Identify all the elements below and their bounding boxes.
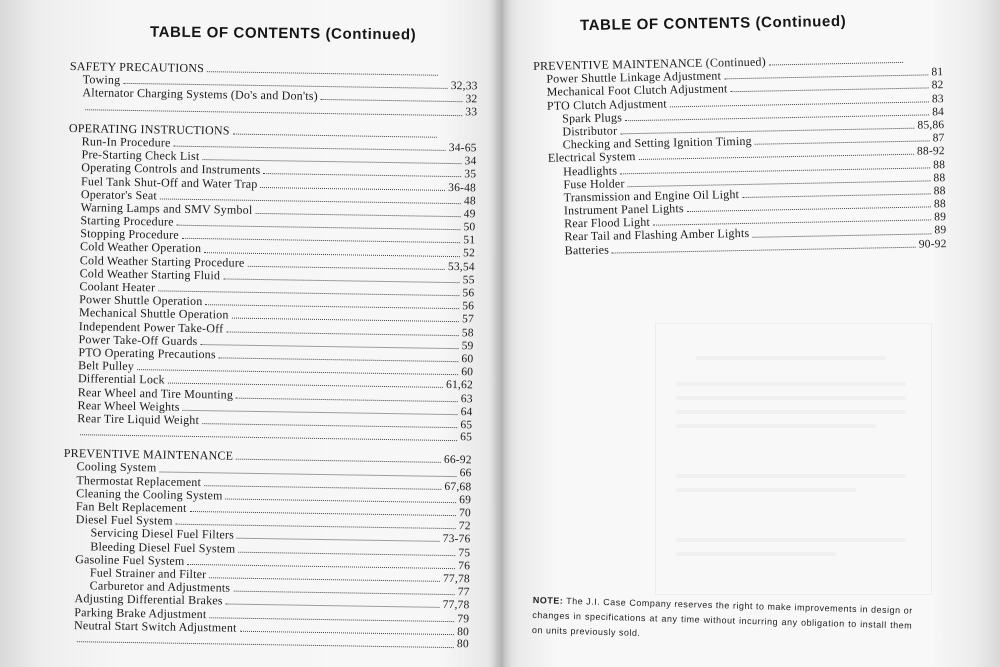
toc-entry-title: Spark Plugs [561,110,623,126]
dot-leader [321,99,463,102]
toc-entry-title: Rear Wheel Weights [77,397,180,414]
page-title: TABLE OF CONTENTS (Continued) [579,12,847,35]
toc-entry-title: Carburetor and Adjustments [89,578,231,595]
toc-entry-title: Adjusting Differential Brakes [74,591,223,608]
dot-leader [260,187,445,191]
note-text: The J.I. Case Company reserves the right to make improvements in design or changes in specifications at any time without incurring any obligation to install them on units previously sold. [531,595,913,639]
toc-entry-page: 66-92 [443,454,472,467]
toc-entry-title: Servicing Diesel Fuel Filters [90,525,235,543]
toc-entry-title: Fuel Strainer and Filter [89,565,207,582]
dot-leader [80,434,457,441]
toc-entry-page: 53,54 [447,260,475,274]
toc-entry-title: Checking and Setting Ignition Timing [562,133,752,152]
toc-entry-page: 65 [460,431,473,444]
toc-entry-title: PREVENTIVE MAINTENANCE (Continued) [532,54,766,73]
toc-entry-page: 66 [459,467,472,480]
toc-entry-title: Headlights [563,162,618,178]
toc-entry-title: OPERATING INSTRUCTIONS [68,120,230,138]
toc-entry-page: 60 [461,366,474,379]
toc-entry-title: Rear Tire Liquid Weight [77,411,200,427]
toc-entry-page: 85,86 [917,119,945,132]
toc-entry-title: Pre-Starting Check List [81,147,200,164]
right-page [505,0,1000,667]
toc-entry-title: Run-In Procedure [81,134,171,150]
toc-entry-title: Batteries [564,242,610,258]
dot-leader [247,266,444,270]
toc-entry-page: 88-92 [916,145,945,158]
dot-leader [263,173,461,177]
toc-entry-page: 32,33 [450,80,478,93]
toc-entry-page: 83 [931,92,944,105]
toc-entry-page: 70 [458,507,472,520]
toc-entry-title: Alternator Charging Systems (Do's and Don'ts) [82,85,318,104]
disclaimer-note [532,593,913,649]
toc-entry-title: Cleaning the Cooling System [76,485,223,503]
dot-leader [85,109,462,116]
toc-entry-title: Fan Belt Replacement [75,499,187,515]
toc-entry-title: Cold Weather Starting Fluid [79,265,221,283]
toc-entry-title: PTO Clutch Adjustment [546,96,667,113]
toc-entry-page: 72 [458,520,471,533]
toc-entry-title: Cold Weather Operation [79,239,202,256]
toc-entry-title: Stopping Procedure [80,226,179,242]
toc-entry-title: Power Take-Off Guards [78,331,198,348]
toc-entry-title: Thermostat Replacement [76,472,202,489]
toc-entry-title: PTO Operating Precautions [78,345,216,362]
dot-leader [237,538,440,542]
toc-entry-page: 89 [934,224,947,237]
toc-entry-page: 81 [931,66,944,79]
toc-entry-page: 73-76 [442,533,471,546]
toc-entry-page: 69 [459,493,472,507]
toc-entry-page: 48 [463,194,476,208]
dot-leader [769,62,903,66]
page-title: TABLE OF CONTENTS (Continued) [149,23,417,44]
toc-entry-page: 36-48 [448,181,477,194]
toc-entry-page: 89 [934,211,947,224]
toc-entry-page: 77 [457,586,470,599]
toc-entry-page: 50 [463,221,476,234]
dot-leader [77,641,454,648]
toc-entry-page: 88 [933,198,946,211]
toc-entry-title: Diesel Fuel System [75,512,173,528]
toc-entry-title: Rear Flood Light [564,215,651,231]
toc-entry-page: 82 [931,79,944,92]
toc-entry-page: 76 [458,559,471,573]
toc-entry-page: 79 [457,612,470,625]
toc-entry-title: Parking Brake Adjustment [74,604,207,621]
toc-entry-page: 34 [464,155,477,168]
toc-entry-title: SAFETY PRECAUTIONS [69,59,205,76]
toc-entry-page: 35 [464,168,477,181]
toc-entry-page: 57 [461,313,475,326]
toc-entry-page: 55 [462,274,475,287]
toc-entry-page: 67,68 [444,480,472,493]
toc-entry-title: Neutral Start Switch Adjustment [74,617,237,635]
toc-entry-title: Electrical System [547,149,636,166]
toc-entry-title: Operating Controls and Instruments [81,160,261,178]
toc-entry-page: 56 [462,300,475,313]
toc-entry-page: 58 [461,326,474,339]
toc-entry-page: 59 [461,339,474,353]
toc-entry-page: 64 [460,405,473,419]
toc-entry-title: Power Shuttle Operation [79,292,203,309]
toc-entry-page: 80 [456,638,469,651]
toc-entry-page: 33 [465,105,478,118]
toc-entry-page: 60 [461,353,474,366]
toc-entry-page: 90-92 [918,237,947,251]
toc-entry-title: Mechanical Foot Clutch Adjustment [546,81,728,100]
toc-entry-page: 77,78 [442,572,470,586]
toc-entry-page: 52 [463,247,476,260]
note-label: NOTE: [532,594,564,606]
toc-entry-page: 65 [460,419,473,432]
toc-entry-title: Independent Power Take-Off [78,318,224,336]
toc-entry-page: 49 [463,208,476,221]
toc-entry-title: Gasoline Fuel System [75,551,185,568]
toc-entry-page: 34-65 [448,141,477,155]
toc-entry-title: Rear Wheel and Tire Mounting [77,384,234,402]
toc-entry-title: Bleeding Diesel Fuel System [90,538,236,556]
dot-leader [236,459,441,463]
toc-entry-title: Mechanical Shuttle Operation [78,305,229,322]
toc-entry-page: 32 [465,93,478,106]
toc-entry-title: Power Shuttle Linkage Adjustment [546,68,722,86]
toc-entry-title: Operator's Seat [80,186,158,203]
toc-entry-page: 88 [933,158,946,171]
toc-entry-page: 80 [457,625,470,639]
toc-entry-title: Fuel Tank Shut-Off and Water Trap [80,173,258,191]
toc-entry-title: PREVENTIVE MAINTENANCE [63,446,234,463]
toc-entry-title: Fuse Holder [563,175,625,192]
table-of-contents-left [61,60,478,651]
toc-entry-title: Towing [82,72,121,87]
toc-entry-title: Warning Lamps and SMV Symbol [80,200,253,217]
toc-entry-title: Instrument Panel Lights [563,201,684,218]
toc-entry-title: Differential Lock [77,371,165,387]
toc-entry-title: Distributor [562,123,618,139]
toc-entry-page: 63 [460,392,473,405]
toc-entry-page: 88 [933,171,946,185]
dot-leader [612,246,916,253]
toc-entry-title: Belt Pulley [78,358,135,374]
toc-entry-page: 87 [932,132,945,145]
toc-entry-page: 75 [458,546,471,559]
toc-entry-title: Transmission and Engine Oil Light [563,186,740,205]
toc-entry-title: Cold Weather Starting Procedure [79,252,245,270]
table-of-contents-right [533,52,947,258]
toc-entry-title: Rear Tail and Flashing Amber Lights [564,226,750,244]
toc-entry-page: 51 [463,234,476,247]
toc-entry-page: 84 [932,105,945,119]
toc-entry-title: Starting Procedure [80,213,174,229]
toc-entry-page: 88 [933,184,946,198]
toc-entry-title: Coolant Heater [79,279,156,295]
toc-entry-page: 56 [462,287,475,300]
dot-leader [233,133,437,137]
toc-entry-page: 61,62 [445,379,474,392]
toc-entry-title: Cooling System [76,459,157,475]
bleed-through-shadow [655,323,932,595]
toc-entry-page: 77,78 [442,599,470,612]
